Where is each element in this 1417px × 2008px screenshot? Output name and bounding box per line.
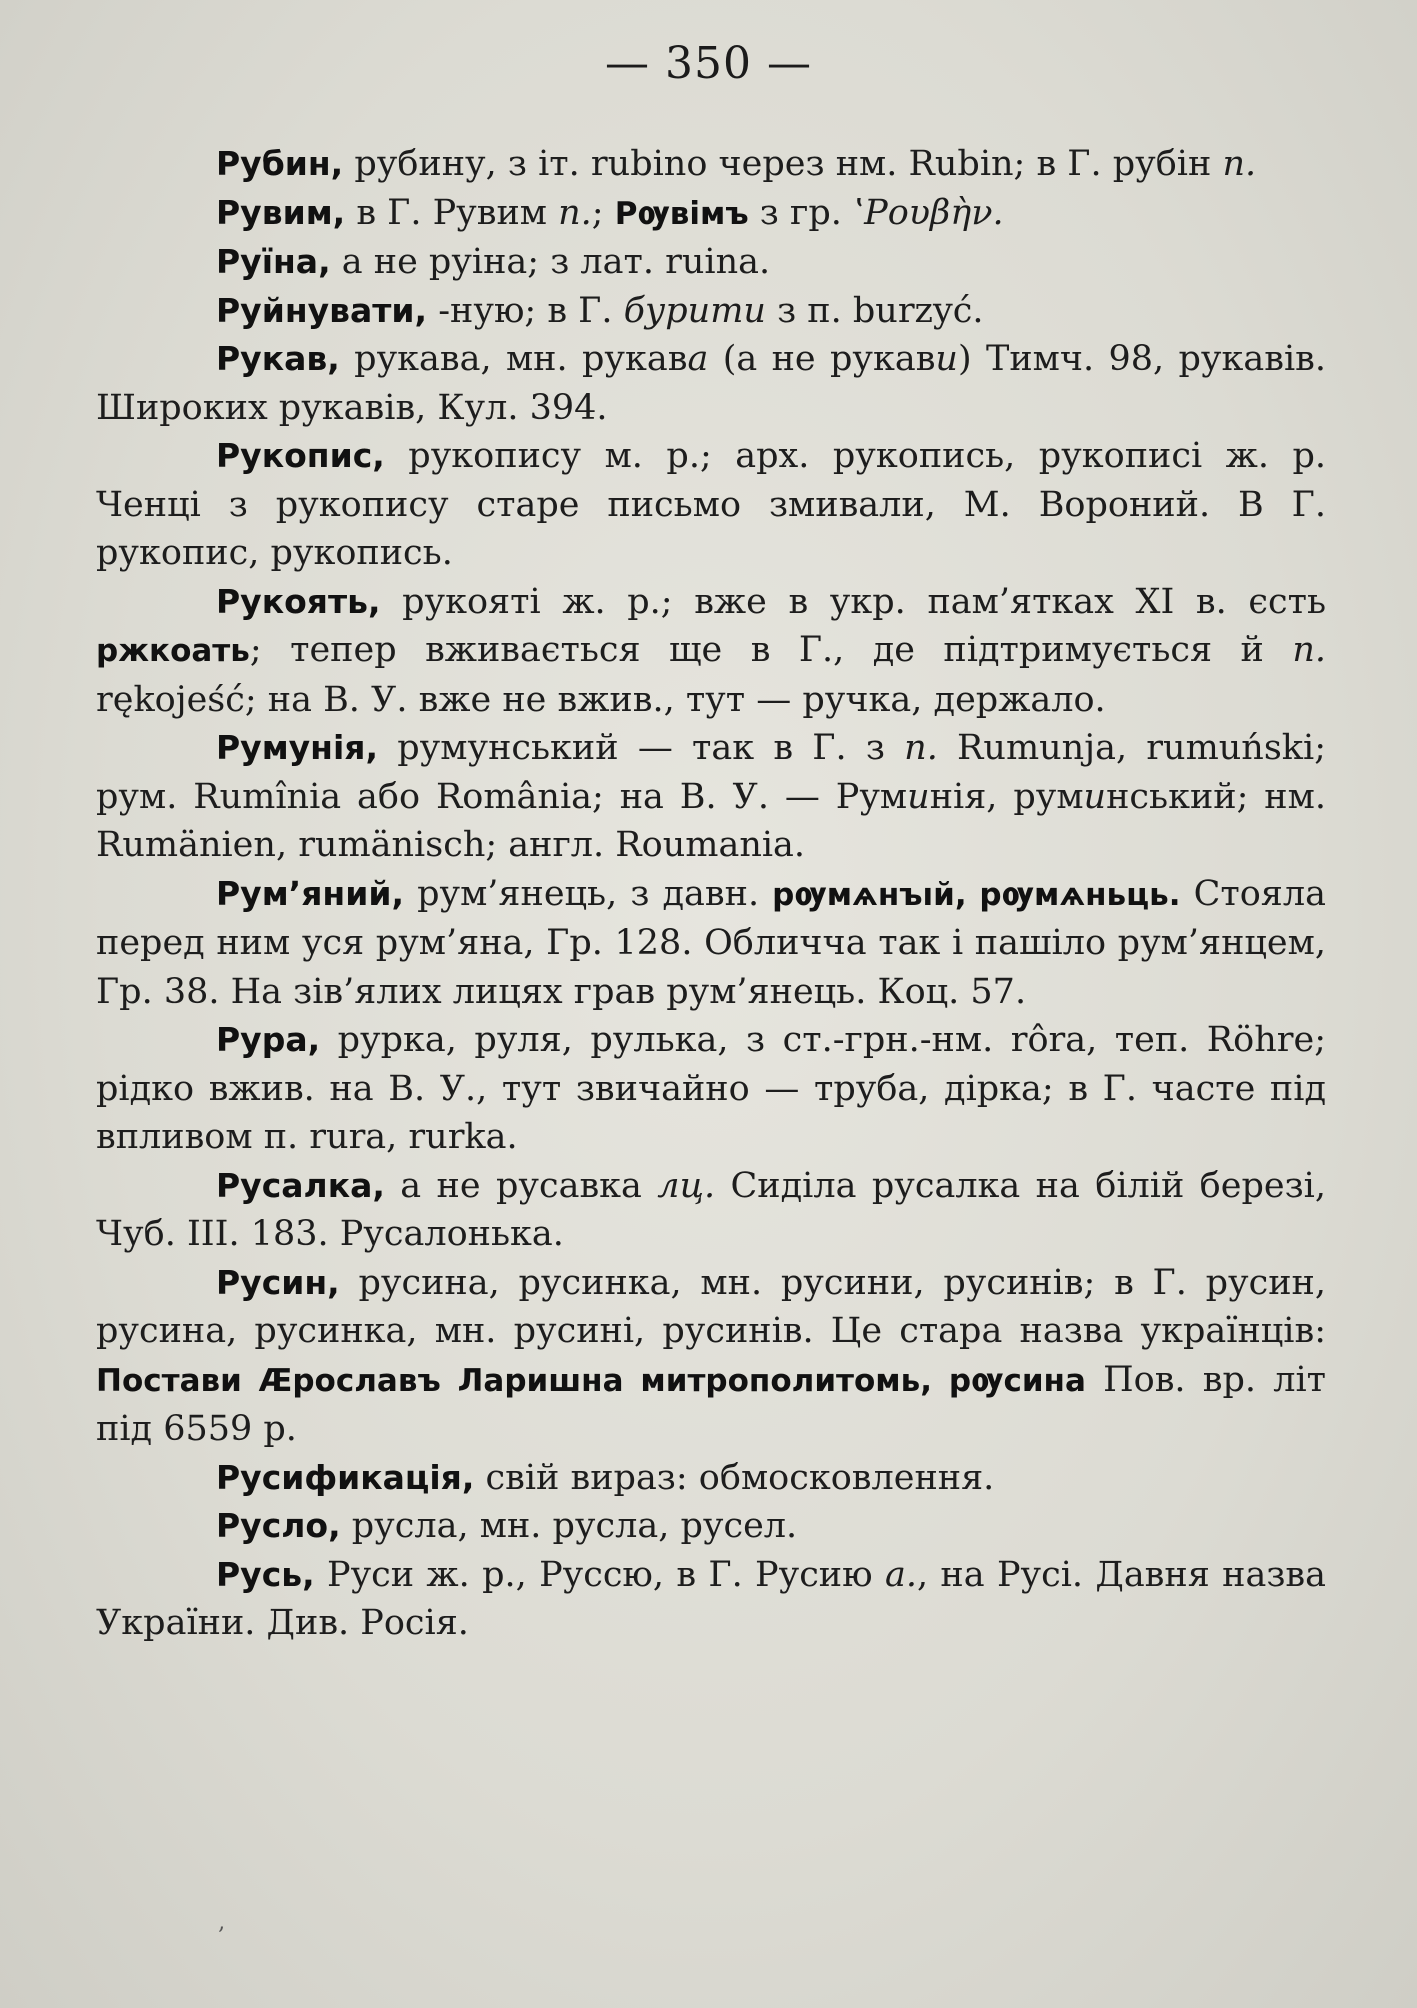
entry-rukoiat: Рукоять, рукояті ж. р.; вже в укр. пам’ятках XI в. єсть ржкоать; тепер вживається ще в Г., де підтримується й п. rękojeść; на В. У. вже не вжив., тут — ручка, держало. <box>96 581 1326 720</box>
entry-rubin: Рубин, рубину, з іт. rubino через нм. Rubin; в Г. рубін п. <box>216 144 1257 184</box>
headword: Рувим, <box>216 192 346 232</box>
entry-ruslo: Русло, русла, мн. русла, русел. <box>216 1506 798 1546</box>
headword: Руїна, <box>216 242 331 281</box>
headword: Русалка, <box>216 1165 385 1205</box>
headword: Рубин, <box>216 144 344 183</box>
entry-rura: Рура, рурка, руля, рулька, з ст.-грн.-нм. rôra, теп. Röhre; рідко вжив. на В. У., тут звичайно — труба, дірка; в Г. часте під впливом п. rura, rurka. <box>96 1020 1326 1157</box>
entry-rukopys: Рукопис, рукопису м. р.; арх. рукопись, рукописі ж. р. Ченці з рукопису старе письмо змивали, М. Вороний. В Г. рукопис, рукопись. <box>96 436 1326 573</box>
dictionary-text <box>96 140 1326 1648</box>
entry-rukav: Рукав, рукава, мн. рукава (а не рукави) Тимч. 98, рукавів. Широких рукавів, Кул. 394. <box>96 339 1326 428</box>
headword: Русификація, <box>216 1457 475 1497</box>
entry-rumuniia: Румунія, румунський — так в Г. з п. Rumunja, rumuński; рум. Rumînia або România; на В. У. — Руминія, руминський; нм. Rumänien, rumänisch; англ. Roumania. <box>96 728 1326 865</box>
headword: Румунія, <box>216 728 379 767</box>
entry-ruina: Руїна, а не руіна; з лат. ruina. <box>216 242 771 282</box>
entry-rumianyi: Рум’яний, рум’янець, з давн. рѹмѧнъıй, рѹмѧньць. Стояла перед ним уся рум’яна, Гр. 128. Обличча так і пашіло рум’янцем, Гр. 38. На зів’ялих лицях грав рум’янець. Коц. 57. <box>96 873 1326 1012</box>
headword: Рура, <box>216 1020 321 1059</box>
entry-rusyfikatsiia: Русификація, свій вираз: обмосковлення. <box>216 1457 995 1498</box>
headword: Русин, <box>216 1262 340 1302</box>
greek-form: ʽΡουβὴν. <box>853 192 1004 233</box>
entry-rusyn: Русин, русина, русинка, мн. русини, русинів; в Г. русин, русина, русинка, мн. русині, русинів. Це стара назва українців: Постави Ӕрославъ Ларишна митрополитомь, рѹсина Пов. вр. літ під 6559 р. <box>96 1262 1327 1449</box>
headword: Рум’яний, <box>216 873 404 913</box>
entry-rus: Русь, Руси ж. р., Руссю, в Г. Русию а., на Русі. Давня назва України. Див. Росія. <box>96 1554 1326 1643</box>
entry-ruvym: Рувим, в Г. Рувим п.; Рѹвімъ з гр. ʽΡουβὴν. <box>216 192 1004 233</box>
page-number: — 350 — <box>605 38 812 89</box>
church-slavonic-form: ржкоать <box>96 633 250 669</box>
church-slavonic-form: рѹмѧнъıй, рѹмѧньць. <box>772 876 1181 913</box>
stray-pen-mark: ‚ <box>218 1910 225 1935</box>
entry-rusalka: Русалка, а не русавка лц. Сиділа русалка на білій березі, Чуб. III. 183. Русалонька. <box>96 1165 1326 1254</box>
entry-ruinuvaty: Руйнувати, -ную; в Г. бурити з п. burzyć. <box>216 290 984 331</box>
church-slavonic-form: Рѹвімъ <box>614 195 749 232</box>
headword: Рукоять, <box>216 581 381 621</box>
headword: Руйнувати, <box>216 290 428 330</box>
church-slavonic-quote: Постави Ӕрославъ Ларишна митрополитомь, рѹсина <box>96 1362 1086 1399</box>
headword: Рукав, <box>216 339 340 378</box>
headword: Русь, <box>216 1554 315 1594</box>
headword: Рукопис, <box>216 436 385 475</box>
headword: Русло, <box>216 1506 341 1545</box>
